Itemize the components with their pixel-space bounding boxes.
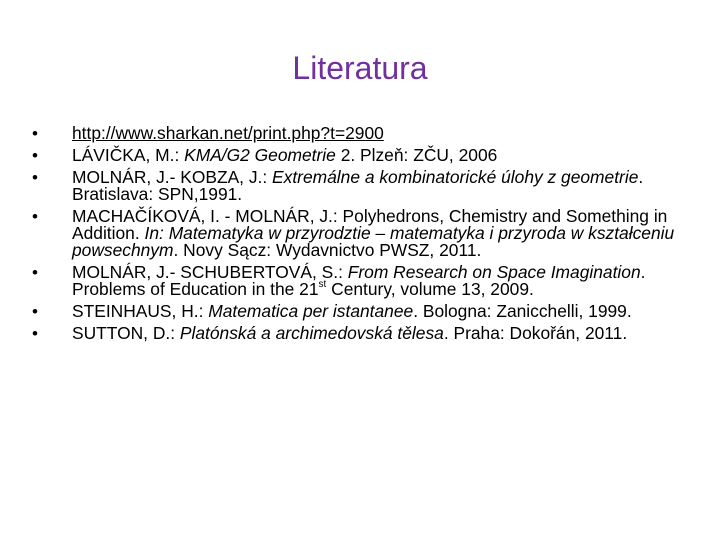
reference-item-1: [32, 125, 692, 142]
reference-link[interactable]: http://www.sharkan.net/print.php?t=2900: [72, 123, 384, 143]
reference-title: KMA/G2 Geometrie: [184, 145, 336, 165]
reference-publisher: . Novy Sącz: Wydavnictvo PWSZ, 2011.: [173, 240, 482, 260]
reference-authors: STEINHAUS, H.:: [72, 301, 209, 321]
reference-publisher-part-a: . Problems of Education in the 21: [72, 262, 646, 299]
reference-item-4: [32, 208, 692, 259]
reference-item-5: [32, 264, 692, 298]
reference-authors: MACHAČÍKOVÁ, I. - MOLNÁR, J.: Polyhedrons, Chemistry and Something in Addition.: [72, 206, 668, 243]
reference-publisher: 2. Plzeň: ZČU, 2006: [335, 145, 498, 165]
reference-authors: SUTTON, D.:: [72, 323, 180, 343]
reference-authors: MOLNÁR, J.- SCHUBERTOVÁ, S.:: [72, 262, 348, 282]
bullet-icon: •: [32, 146, 38, 165]
reference-title: Extremálne a kombinatorické úlohy z geometrie: [272, 167, 639, 187]
reference-item-2: [32, 147, 692, 164]
bullet-icon: •: [32, 302, 38, 321]
reference-publisher: . Bologna: Zanicchelli, 1999.: [413, 301, 632, 321]
reference-item-7: [32, 325, 692, 342]
reference-authors: MOLNÁR, J.- KOBZA, J.:: [72, 167, 273, 187]
reference-item-6: [32, 303, 692, 320]
reference-publisher-part-b: Century, volume 13, 2009.: [326, 279, 534, 299]
reference-publisher: . Bratislava: SPN,1991.: [72, 167, 644, 204]
reference-title: Platónská a archimedovská tělesa: [179, 323, 444, 343]
reference-in-label: In:: [144, 223, 164, 243]
slide-title: [0, 46, 720, 90]
reference-list: [32, 125, 692, 347]
reference-item-3: [32, 169, 692, 203]
bullet-icon: •: [32, 124, 38, 143]
reference-authors: LÁVIČKA, M.:: [72, 145, 185, 165]
reference-superscript: st: [318, 279, 327, 291]
reference-title: From Research on Space Imagination: [347, 262, 641, 282]
bullet-icon: •: [32, 168, 38, 187]
bullet-icon: •: [32, 263, 38, 282]
reference-title: Matematyka w przyrodztie – matematyka i przyroda w kształceniu powsechnym: [72, 223, 675, 260]
reference-title: Matematica per istantanee: [208, 301, 414, 321]
reference-publisher: . Praha: Dokořán, 2011.: [443, 323, 628, 343]
slide-title-text: Literatura: [292, 50, 428, 86]
bullet-icon: •: [32, 324, 38, 343]
bullet-icon: •: [32, 207, 38, 226]
